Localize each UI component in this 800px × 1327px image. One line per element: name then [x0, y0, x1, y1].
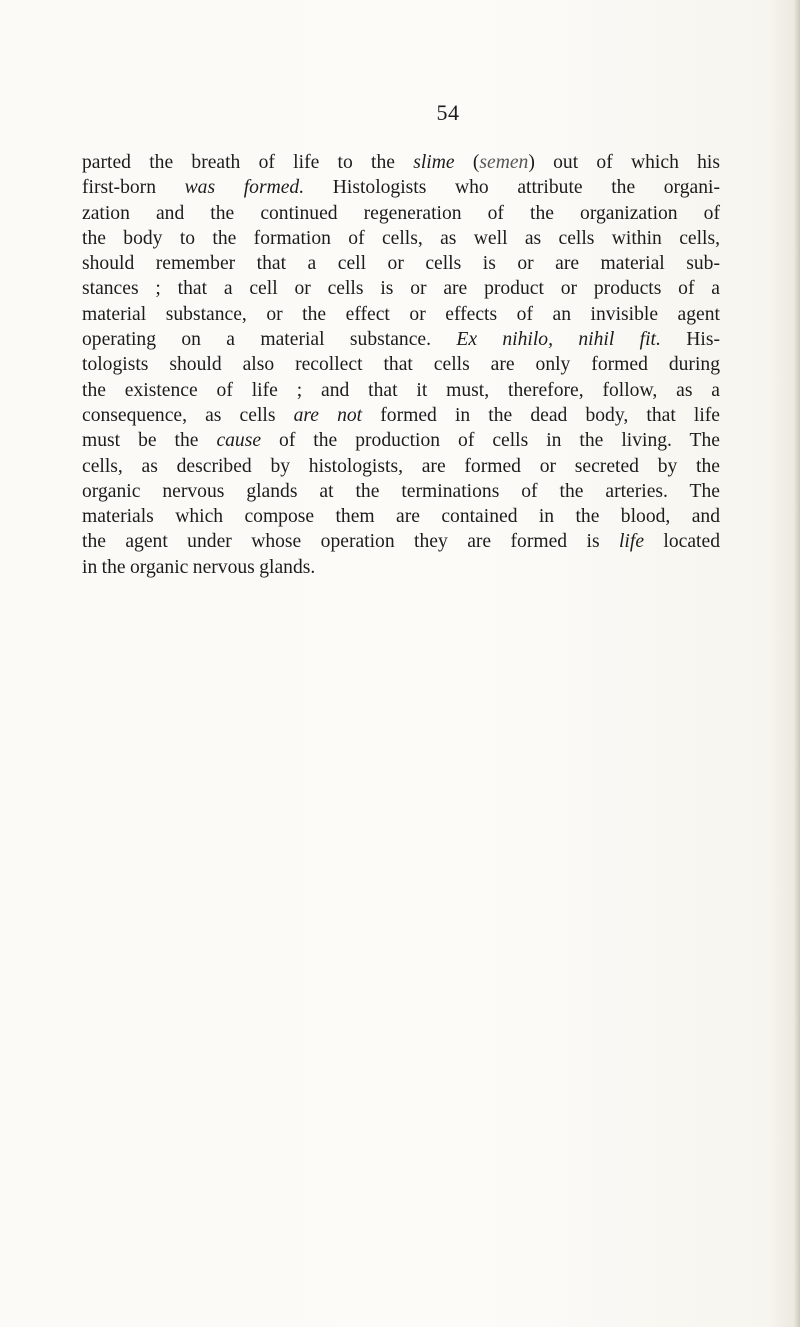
- italic-was-formed: was formed.: [184, 177, 305, 199]
- page-number: 54: [436, 100, 460, 125]
- text-line-14: organic nervous glands at the terminations of the arteries. The: [82, 480, 720, 502]
- body-paragraph: [82, 150, 720, 580]
- text-line-8: [82, 327, 720, 352]
- text-run: Histologists who attribute the organi-: [304, 177, 720, 199]
- text-line-11: [82, 403, 720, 428]
- text-line-7: material substance, or the effect or effects of an invisible agent: [82, 303, 720, 325]
- page-edge-shadow: [794, 0, 800, 1327]
- italic-latin-phrase: Ex nihilo, nihil fit.: [456, 329, 661, 351]
- text-run: located: [644, 531, 720, 553]
- italic-cause: cause: [216, 430, 262, 452]
- text-run: (: [454, 152, 480, 173]
- text-run: ) out of which his: [528, 152, 720, 173]
- text-line-6: stances ; that a cell or cells is or are product or products of a: [82, 278, 720, 300]
- text-run: first-born: [82, 177, 185, 199]
- text-line-2: [82, 175, 720, 200]
- text-line-3: zation and the continued regeneration of the organization of: [82, 202, 720, 224]
- text-line-4: the body to the formation of cells, as well as cells within cells,: [82, 227, 720, 249]
- text-run: consequence, as cells: [82, 404, 294, 426]
- text-run: formed in the dead body, that life: [362, 404, 720, 426]
- text-run: of the production of cells in the living. The: [261, 430, 721, 452]
- text-line-16: [82, 529, 720, 554]
- text-line-1: [82, 150, 720, 175]
- text-line-15: materials which compose them are contained in the blood, and: [82, 506, 720, 528]
- italic-semen: semen: [479, 152, 529, 173]
- italic-are-not: are not: [293, 404, 363, 426]
- text-run: His-: [660, 329, 720, 351]
- text-line-17: in the organic nervous glands.: [82, 556, 316, 578]
- text-line-10: the existence of life ; and that it must, therefore, follow, as a: [82, 379, 720, 401]
- text-line-13: cells, as described by histologists, are formed or secreted by the: [82, 455, 720, 477]
- text-run: operating on a material substance.: [82, 329, 457, 351]
- text-line-12: [82, 428, 720, 453]
- text-run: the agent under whose operation they are formed is: [82, 531, 619, 553]
- italic-slime: slime: [413, 152, 455, 173]
- text-line-9: tologists should also recollect that cells are only formed during: [82, 354, 720, 376]
- italic-life: life: [618, 531, 645, 553]
- text-line-5: should remember that a cell or cells is or are material sub-: [82, 253, 720, 275]
- text-run: must be the: [82, 430, 217, 452]
- text-run: parted the breath of life to the: [82, 152, 414, 173]
